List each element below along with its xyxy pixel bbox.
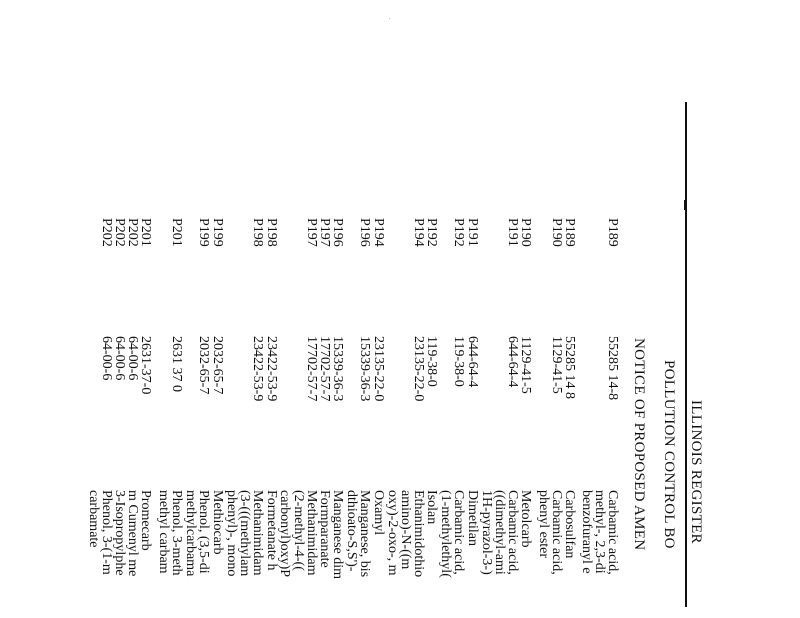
cas-cell: 2631 37 0	[169, 336, 184, 392]
scan-speck	[389, 18, 390, 19]
cas-cell: 64-00-6	[125, 336, 140, 381]
cas-cell: 55285 14-8	[605, 336, 620, 401]
code-cell: P198	[264, 218, 279, 247]
cas-cell: 1129-41-5	[518, 336, 533, 394]
code-cell: P202	[125, 218, 140, 247]
rule-tick-mark	[684, 200, 687, 210]
name-cell: Methiocarb	[210, 490, 225, 555]
cas-cell: 2631-37-0	[138, 336, 153, 395]
cas-cell: 2032-65-7	[196, 336, 211, 395]
code-cell: P201	[138, 218, 153, 247]
cas-cell: 23135-22-0	[371, 336, 386, 402]
code-cell: P196	[357, 218, 372, 247]
name-cell: Formparanate	[317, 490, 332, 568]
code-cell: P189	[605, 218, 620, 247]
name-cell: Manganese, bis	[357, 490, 372, 578]
code-cell: P192	[451, 218, 466, 247]
code-cell: P192	[424, 218, 439, 247]
cas-cell: 2032-65-7	[210, 336, 225, 395]
name-cell: Manganese dim	[330, 490, 345, 580]
name-cell: Oxamyl	[371, 490, 386, 536]
register-title: ILLINOIS REGISTER	[688, 400, 704, 544]
name-cell: ((dimethyl-ami	[492, 490, 507, 575]
code-cell: P202	[99, 218, 114, 247]
notice-title: NOTICE OF PROPOSED AMEN	[631, 338, 647, 551]
name-cell: Metolcarb	[518, 490, 533, 548]
cas-cell: 55285 14 8	[562, 336, 577, 399]
cas-cell: 644-64-4	[505, 336, 520, 388]
cas-cell: 64-00-6	[99, 336, 114, 381]
code-cell: P194	[411, 218, 426, 247]
name-cell: Carbamic acid,	[549, 490, 564, 575]
name-cell: phenyl)-, mono	[224, 490, 239, 577]
code-cell: P202	[112, 218, 127, 247]
code-cell: P191	[505, 218, 520, 247]
name-cell: Carbamic acid,	[451, 490, 466, 575]
name-cell: amino)-N-((m	[398, 490, 413, 570]
name-cell: Phenol, 3-meth	[169, 490, 184, 576]
name-cell: m Cumenyl me	[125, 490, 140, 577]
name-cell: Phenol, 3-(1-m	[99, 490, 114, 575]
name-cell: Formetanate h	[264, 490, 279, 571]
code-cell: P197	[304, 218, 319, 247]
code-cell: P201	[169, 218, 184, 247]
code-cell: P190	[549, 218, 564, 247]
name-cell: Dimetilan	[465, 490, 480, 546]
name-cell: Phenol, (3,5-di	[196, 490, 211, 574]
name-cell: methylcarbama	[183, 490, 198, 577]
name-cell: Methanimidam	[304, 490, 319, 576]
name-cell: Isolan	[424, 490, 439, 525]
cas-cell: 17702-57-7	[304, 336, 319, 402]
name-cell: (3-(((methylam	[237, 490, 252, 577]
name-cell: dthioato-S,S')-	[344, 490, 359, 572]
code-cell: P191	[465, 218, 480, 247]
cas-cell: 15339-36-3	[357, 336, 372, 402]
code-cell: P196	[330, 218, 345, 247]
name-cell: 3-Isopropylphe	[112, 490, 127, 576]
cas-cell: 17702-57-7	[317, 336, 332, 402]
code-cell: P189	[562, 218, 577, 247]
header-rule	[685, 102, 687, 607]
code-cell: P199	[196, 218, 211, 247]
cas-cell: 644-64-4	[465, 336, 480, 388]
cas-cell: 23135-22-0	[411, 336, 426, 402]
cas-cell: 15339-36-3	[330, 336, 345, 402]
cas-cell: 23422-53-9	[250, 336, 265, 402]
name-cell: Ethanimidothio	[411, 490, 426, 578]
name-cell: carbonyl)oxy)P	[277, 490, 292, 578]
name-cell: (2-methyl-4-((	[291, 490, 306, 571]
name-cell: 1H-pyrazol-3-)	[479, 490, 494, 575]
cas-cell: 1129-41-5	[549, 336, 564, 394]
name-cell: benzofuranyl e	[579, 490, 594, 574]
name-cell: carbamate	[86, 490, 101, 548]
code-cell: P197	[317, 218, 332, 247]
code-cell: P199	[210, 218, 225, 247]
name-cell: Carbosulfan	[562, 490, 577, 559]
name-cell: oxy)-2-oxo-, m	[385, 490, 400, 576]
code-cell: P190	[518, 218, 533, 247]
code-cell: P198	[250, 218, 265, 247]
name-cell: Promecarb	[138, 490, 153, 551]
cas-cell: 64-00-6	[112, 336, 127, 381]
cas-cell: 119-38-0	[451, 336, 466, 387]
code-cell: P194	[371, 218, 386, 247]
name-cell: phenyl ester	[536, 490, 551, 559]
name-cell: (1-methylethyl(	[438, 490, 453, 578]
name-cell: methyl-, 2,3-di	[592, 490, 607, 574]
name-cell: methyl carbam	[156, 490, 171, 574]
name-cell: Carbamic acid,	[505, 490, 520, 575]
name-cell: Methanimidam	[250, 490, 265, 576]
name-cell: Carbamic acid,	[605, 490, 620, 575]
cas-cell: 23422-53-9	[264, 336, 279, 402]
board-title: POLLUTION CONTROL BO	[661, 360, 677, 549]
cas-cell: 119-38-0	[424, 336, 439, 387]
